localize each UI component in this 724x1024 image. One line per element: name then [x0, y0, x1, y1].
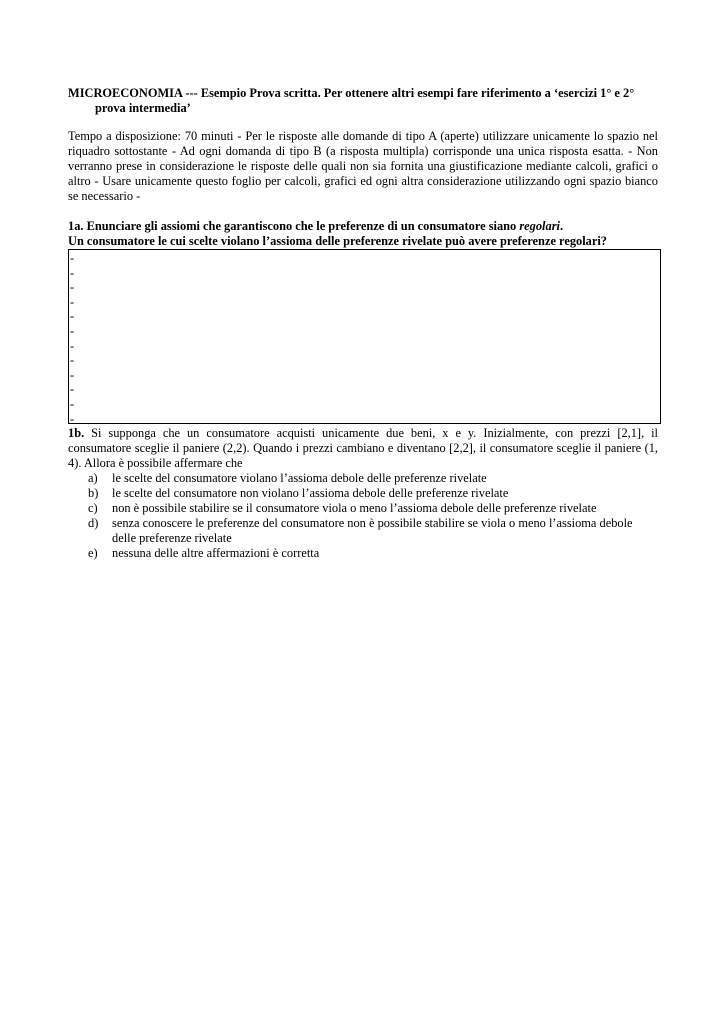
question-1a-prefix: 1a. Enunciare gli assiomi che garantiscono che le preferenze di un consumatore siano [68, 219, 520, 233]
answer-line: - [70, 309, 75, 324]
option-text: non è possibile stabilire se il consumatore viola o meno l’assioma debole delle preferenze rivelate [112, 501, 597, 515]
option-text: nessuna delle altre affermazioni è corretta [112, 546, 320, 560]
answer-line: - [70, 323, 75, 338]
question-1a-line-2: Un consumatore le cui scelte violano l’assioma delle preferenze rivelate può avere preferenze regolari? [68, 234, 607, 248]
title-line-2: prova intermedia’ [95, 101, 191, 115]
option-letter: d) [88, 516, 99, 530]
question-1a-suffix: . [559, 219, 564, 233]
option-a[interactable] [68, 471, 658, 486]
option-text: le scelte del consumatore non violano l’assioma debole delle preferenze rivelate [112, 486, 509, 500]
option-d[interactable] [68, 516, 658, 546]
question-1a-line-1 [68, 219, 658, 234]
question-1a-emphasis: regolari [519, 219, 560, 233]
option-letter: c) [88, 501, 98, 515]
question-1b-options [68, 471, 658, 561]
exam-page [68, 86, 658, 561]
option-text: le scelte del consumatore violano l’assioma debole delle preferenze rivelate [112, 471, 487, 485]
answer-line: - [70, 251, 75, 265]
answer-line: - [70, 265, 75, 280]
title-line-1: MICROECONOMIA --- Esempio Prova scritta. Per ottenere altri esempi fare riferimento a ‘esercizi 1° e 2° [68, 86, 635, 100]
question-1b-label: 1b. [68, 426, 85, 440]
option-letter: b) [88, 486, 99, 500]
answer-box-1a[interactable] [68, 249, 661, 424]
question-1b-text: Si supponga che un consumatore acquisti unicamente due beni, x e y. Inizialmente, con prezzi [2,1], il consumatore sceglie il paniere (2,2). Quando i prezzi cambiano e diventano [2,2], il consumatore sceglie il paniere (1, 4). Allora è possibile affermare che [68, 426, 658, 470]
answer-line: - [70, 294, 75, 309]
answer-line: - [70, 396, 75, 411]
answer-line: - [70, 367, 75, 382]
option-letter: a) [88, 471, 98, 485]
answer-line: - [70, 353, 75, 368]
option-c[interactable] [68, 501, 658, 516]
question-1b [68, 426, 658, 471]
option-b[interactable] [68, 486, 658, 501]
answer-line: - [70, 411, 75, 426]
answer-line: - [70, 338, 75, 353]
option-e[interactable] [68, 546, 658, 561]
option-text: senza conoscere le preferenze del consumatore non è possibile stabilire se viola o meno l’assioma debole delle preferenze rivelate [112, 516, 633, 545]
answer-line: - [70, 280, 75, 295]
option-letter: e) [88, 546, 98, 560]
instructions-paragraph: Tempo a disposizione: 70 minuti - Per le risposte alle domande di tipo A (aperte) utilizzare unicamente lo spazio nel riquadro sottostante - Ad ogni domanda di tipo B (a risposta multipla) corrisponde una unica risposta esatta. - Non verranno prese in considerazione le risposte delle quali non sia fornita una giustificazione mediante calcoli, grafici o altro - Usare unicamente questo foglio per calcoli, grafici ed ogni altra considerazione utilizzando ogni spazio bianco se necessario - [68, 129, 658, 203]
exam-title [68, 86, 658, 116]
answer-line: - [70, 382, 75, 397]
question-1a [68, 219, 658, 249]
